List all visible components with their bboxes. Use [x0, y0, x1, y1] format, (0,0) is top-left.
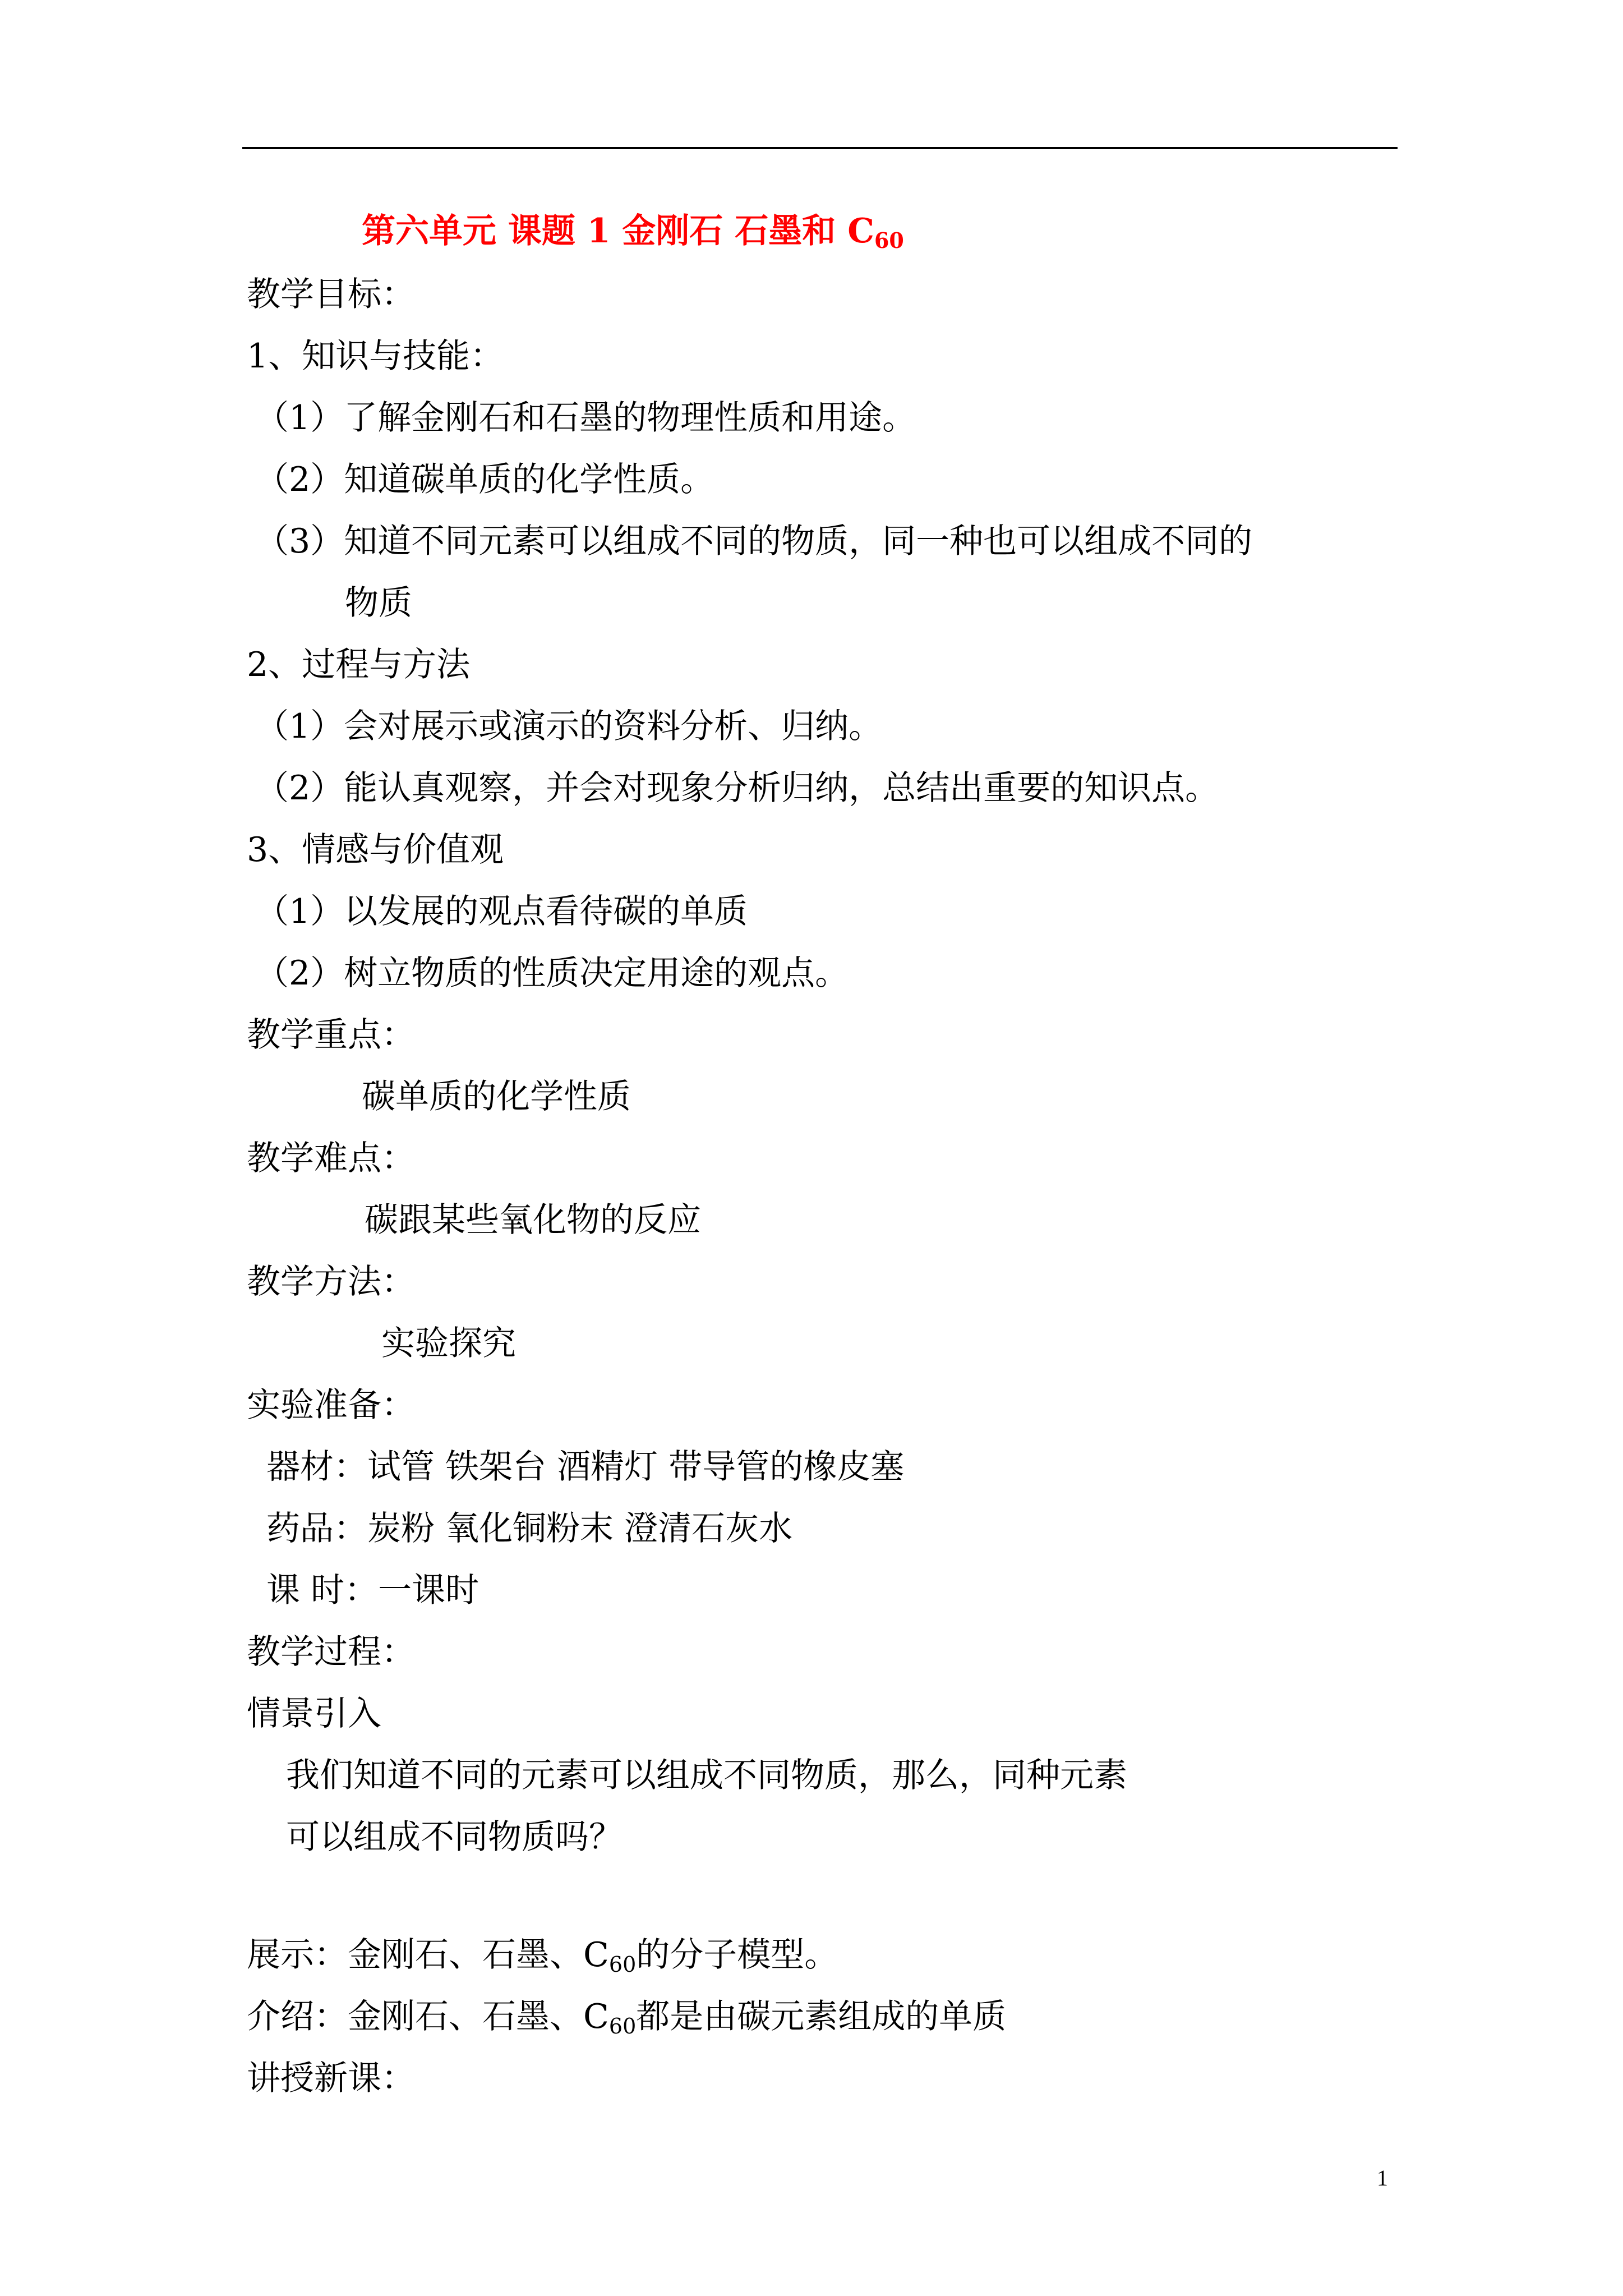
key-points-text: 碳单质的化学性质: [362, 1077, 631, 1116]
objectives-1-item-1: （1）了解金刚石和石墨的物理性质和用途。: [255, 398, 916, 438]
preparation-class-hours: 课 时：一课时: [266, 1571, 479, 1610]
intro-question-line-2: 可以组成不同物质吗？: [286, 1818, 623, 1857]
key-points-heading: 教学重点：: [247, 1015, 415, 1055]
objectives-section-2-heading: 2、过程与方法: [247, 645, 471, 684]
methods-heading: 教学方法：: [247, 1262, 415, 1301]
objectives-1-item-3: （3）知道不同元素可以组成不同的物质，同一种也可以组成不同的: [255, 522, 1253, 561]
objectives-1-item-2: （2）知道碳单质的化学性质。: [255, 460, 714, 499]
preparation-heading: 实验准备：: [247, 1386, 415, 1425]
difficulties-heading: 教学难点：: [247, 1139, 415, 1178]
document-title: 第六单元 课题 1 金刚石 石墨和 $C_{60}$: [362, 211, 904, 253]
objectives-1-item-3-continued: 物质: [345, 583, 412, 623]
preparation-equipment: 器材：试管 铁架台 酒精灯 带导管的橡皮塞: [266, 1447, 905, 1487]
intro-heading: 情景引入: [247, 1694, 381, 1733]
preparation-reagents: 药品：炭粉 氧化铜粉末 澄清石灰水: [266, 1509, 793, 1548]
objectives-heading: 教学目标：: [247, 275, 415, 314]
intro-question-line-1: 我们知道不同的元素可以组成不同物质，那么，同种元素: [286, 1756, 1127, 1795]
objectives-2-item-2: （2）能认真观察，并会对现象分析归纳，总结出重要的知识点。: [255, 769, 1219, 808]
difficulties-text: 碳跟某些氧化物的反应: [365, 1200, 701, 1240]
header-rule: [242, 147, 1398, 149]
methods-text: 实验探究: [381, 1324, 516, 1363]
objectives-section-1-heading: 1、知识与技能：: [247, 337, 504, 376]
page-number: 1: [1377, 2165, 1388, 2191]
introduce-line: 介绍：金刚石、石墨、$C_{60}$都是由碳元素组成的单质: [247, 1997, 1007, 2039]
new-lesson-heading: 讲授新课：: [247, 2059, 415, 2098]
process-heading: 教学过程：: [247, 1632, 415, 1672]
objectives-3-item-2: （2）树立物质的性质决定用途的观点。: [255, 954, 849, 993]
objectives-section-3-heading: 3、情感与价值观: [247, 830, 504, 869]
show-models-line: 展示：金刚石、石墨、$C_{60}$的分子模型。: [247, 1935, 838, 1977]
objectives-2-item-1: （1）会对展示或演示的资料分析、归纳。: [255, 707, 883, 746]
objectives-3-item-1: （1）以发展的观点看待碳的单质: [255, 892, 748, 931]
